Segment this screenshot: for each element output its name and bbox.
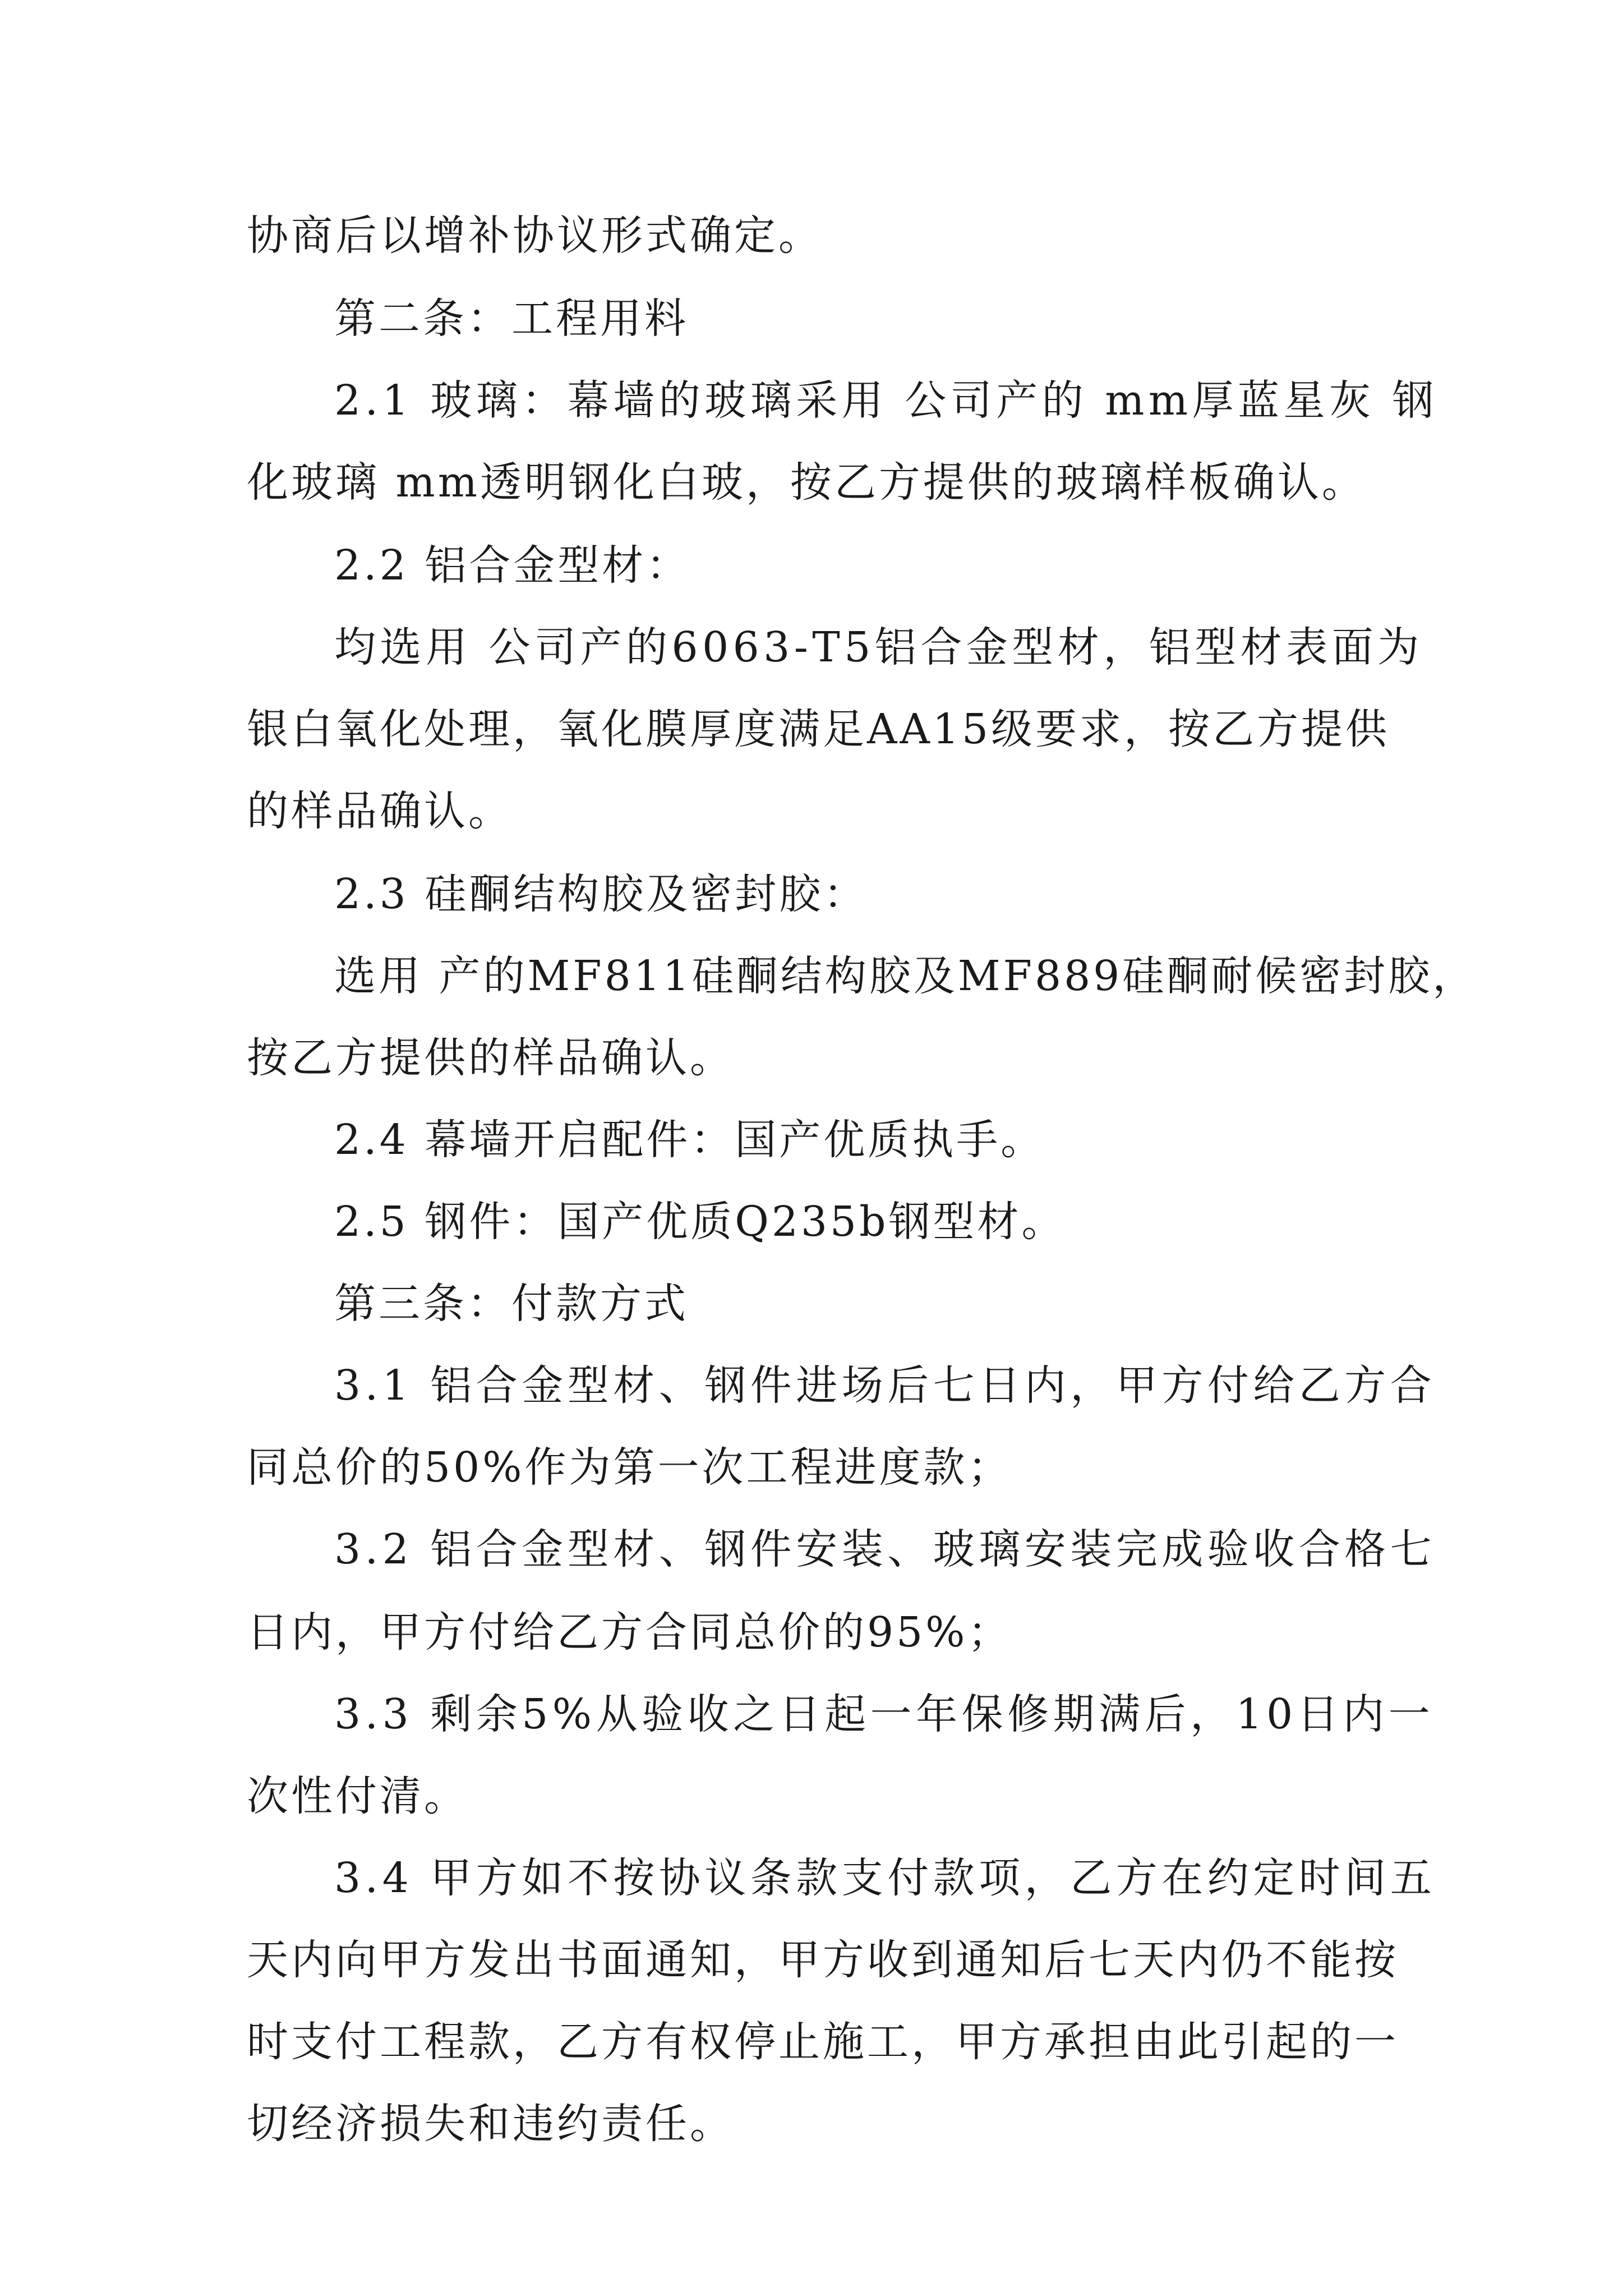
text-line: 3.1 铝合金型材、钢件进场后七日内，甲方付给乙方合 [334, 1361, 1436, 1410]
text-line: 3.2 铝合金型材、钢件安装、玻璃安装完成验收合格七 [334, 1525, 1436, 1573]
text-line: 时支付工程款，乙方有权停止施工，甲方承担由此引起的一 [247, 2018, 1399, 2066]
text-line: 天内向甲方发出书面通知，甲方收到通知后七天内仍不能按 [247, 1936, 1399, 1984]
text-line: 银白氧化处理，氧化膜厚度满足AA15级要求，按乙方提供 [247, 705, 1390, 753]
section-heading: 第三条：付款方式 [334, 1280, 689, 1328]
text-line: 按乙方提供的样品确认。 [247, 1034, 734, 1082]
text-line: 2.4 幕墙开启配件：国产优质执手。 [334, 1116, 1045, 1164]
text-line: 切经济损失和违约责任。 [247, 2100, 734, 2148]
subsection-heading: 2.2 铝合金型材： [334, 541, 691, 590]
text-line: 协商后以增补协议形式确定。 [247, 211, 823, 260]
text-line: 日内，甲方付给乙方合同总价的95%； [247, 1608, 1012, 1657]
section-heading: 第二条：工程用料 [334, 295, 689, 343]
text-line: 的样品确认。 [247, 787, 513, 835]
text-line: 同总价的50%作为第一次工程进度款； [247, 1443, 1012, 1492]
text-line: 次性付清。 [247, 1772, 468, 1820]
text-line: 2.5 钢件：国产优质Q235b钢型材。 [334, 1198, 1066, 1246]
text-line: 3.3 剩余5%从验收之日起一年保修期满后，10日内一 [334, 1690, 1435, 1738]
text-line: 2.1 玻璃：幕墙的玻璃采用 公司产的 mm厚蓝星灰 钢 [334, 376, 1438, 425]
text-line: 化玻璃 mm透明钢化白玻，按乙方提供的玻璃样板确认。 [247, 458, 1366, 507]
text-line: 3.4 甲方如不按协议条款支付款项，乙方在约定时间五 [334, 1854, 1436, 1902]
subsection-heading: 2.3 硅酮结构胶及密封胶： [334, 870, 868, 918]
text-line: 选用 产的MF811硅酮结构胶及MF889硅酮耐候密封胶， [334, 952, 1477, 1000]
text-line: 均选用 公司产的6063-T5铝合金型材，铝型材表面为 [334, 623, 1423, 671]
